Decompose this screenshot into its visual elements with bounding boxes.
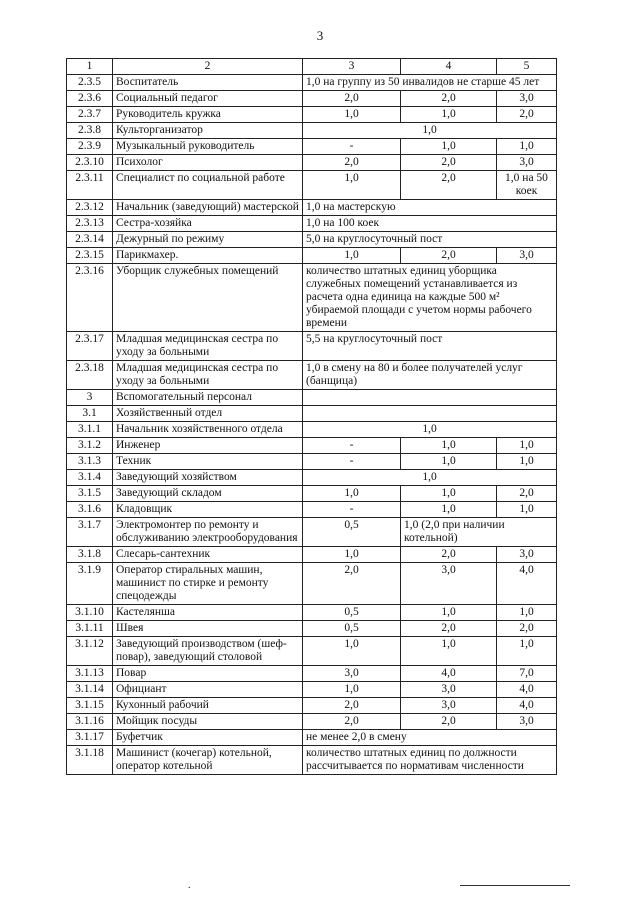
value-col5: 3,0 <box>497 714 557 730</box>
value-col4: 3,0 <box>401 698 497 714</box>
table-row <box>67 232 557 248</box>
value-col5: 1,0 <box>497 139 557 155</box>
norm-text: 1,0 (2,0 при наличии котельной) <box>401 518 557 547</box>
value-col5: 2,0 <box>497 486 557 502</box>
position-name: Слесарь-сантехник <box>113 547 303 563</box>
position-name: Уборщик служебных помещений <box>113 264 303 332</box>
header-cell: 5 <box>497 59 557 75</box>
value-col3: 2,0 <box>303 563 401 605</box>
value-col3: 1,0 <box>303 637 401 666</box>
table-row <box>67 637 557 666</box>
table-row <box>67 502 557 518</box>
row-number: 3.1.6 <box>67 502 113 518</box>
table-row <box>67 730 557 746</box>
row-number: 3.1.8 <box>67 547 113 563</box>
row-number: 2.3.7 <box>67 107 113 123</box>
value-col4: 4,0 <box>401 666 497 682</box>
position-name: Техник <box>113 454 303 470</box>
table-row <box>67 406 557 422</box>
row-number: 3 <box>67 390 113 406</box>
empty-cell <box>303 406 557 422</box>
row-number: 2.3.5 <box>67 75 113 91</box>
row-number: 2.3.6 <box>67 91 113 107</box>
row-number: 3.1.18 <box>67 746 113 775</box>
row-number: 3.1.13 <box>67 666 113 682</box>
table-row <box>67 139 557 155</box>
table-row <box>67 698 557 714</box>
table-row <box>67 746 557 775</box>
header-cell: 4 <box>401 59 497 75</box>
norm-text: количество штатных единиц по должности рассчитывается по нормативам численности <box>303 746 557 775</box>
table-row <box>67 75 557 91</box>
value-col3: 0,5 <box>303 518 401 547</box>
row-number: 3.1 <box>67 406 113 422</box>
value-col3: - <box>303 454 401 470</box>
value-col3: 1,0 <box>303 107 401 123</box>
value-col4: 1,0 <box>401 438 497 454</box>
norm-value: 1,0 <box>303 422 557 438</box>
position-name: Официант <box>113 682 303 698</box>
row-number: 3.1.15 <box>67 698 113 714</box>
footer-line <box>460 885 570 886</box>
value-col5: 1,0 на 50 коек <box>497 171 557 200</box>
table-row <box>67 666 557 682</box>
value-col4: 2,0 <box>401 547 497 563</box>
position-name: Инженер <box>113 438 303 454</box>
row-number: 3.1.2 <box>67 438 113 454</box>
position-name: Культорганизатор <box>113 123 303 139</box>
value-col4: 2,0 <box>401 714 497 730</box>
value-col3: - <box>303 502 401 518</box>
value-col3: 2,0 <box>303 698 401 714</box>
value-col5: 1,0 <box>497 438 557 454</box>
table-row <box>67 547 557 563</box>
value-col3: 0,5 <box>303 605 401 621</box>
position-name: Машинист (кочегар) котельной, оператор котельной <box>113 746 303 775</box>
table-row <box>67 605 557 621</box>
position-name: Дежурный по режиму <box>113 232 303 248</box>
row-number: 2.3.16 <box>67 264 113 332</box>
row-number: 3.1.10 <box>67 605 113 621</box>
value-col3: 2,0 <box>303 91 401 107</box>
value-col5: 2,0 <box>497 621 557 637</box>
row-number: 2.3.14 <box>67 232 113 248</box>
value-col5: 3,0 <box>497 547 557 563</box>
position-name: Электромонтер по ремонту и обслуживанию электрооборудования <box>113 518 303 547</box>
row-number: 3.1.16 <box>67 714 113 730</box>
table-row <box>67 248 557 264</box>
position-name: Парикмахер. <box>113 248 303 264</box>
row-number: 3.1.1 <box>67 422 113 438</box>
position-name: Швея <box>113 621 303 637</box>
position-name: Кухонный рабочий <box>113 698 303 714</box>
value-col3: - <box>303 139 401 155</box>
row-number: 3.1.3 <box>67 454 113 470</box>
value-col3: 1,0 <box>303 248 401 264</box>
value-col5: 3,0 <box>497 91 557 107</box>
table-row <box>67 107 557 123</box>
table-row <box>67 171 557 200</box>
value-col4: 2,0 <box>401 155 497 171</box>
table-row <box>67 563 557 605</box>
value-col3: 2,0 <box>303 714 401 730</box>
table-row <box>67 123 557 139</box>
row-number: 2.3.18 <box>67 361 113 390</box>
table-row <box>67 454 557 470</box>
value-col5: 1,0 <box>497 454 557 470</box>
footer-mark: . <box>188 880 191 891</box>
table-row <box>67 91 557 107</box>
row-number: 2.3.9 <box>67 139 113 155</box>
position-name: Заведующий производством (шеф-повар), заведующий столовой <box>113 637 303 666</box>
row-number: 3.1.7 <box>67 518 113 547</box>
position-name: Музыкальный руководитель <box>113 139 303 155</box>
row-number: 3.1.9 <box>67 563 113 605</box>
norm-text: 1,0 на 100 коек <box>303 216 557 232</box>
norm-text: не менее 2,0 в смену <box>303 730 557 746</box>
position-name: Начальник хозяйственного отдела <box>113 422 303 438</box>
value-col3: 1,0 <box>303 547 401 563</box>
position-name: Воспитатель <box>113 75 303 91</box>
value-col4: 1,0 <box>401 139 497 155</box>
value-col4: 1,0 <box>401 502 497 518</box>
position-name: Младшая медицинская сестра по уходу за больными <box>113 332 303 361</box>
empty-cell <box>303 390 557 406</box>
position-name: Кладовщик <box>113 502 303 518</box>
table-row <box>67 264 557 332</box>
value-col4: 3,0 <box>401 563 497 605</box>
value-col5: 1,0 <box>497 605 557 621</box>
value-col5: 3,0 <box>497 248 557 264</box>
value-col4: 1,0 <box>401 486 497 502</box>
position-name: Заведующий хозяйством <box>113 470 303 486</box>
value-col5: 4,0 <box>497 563 557 605</box>
table-row <box>67 216 557 232</box>
table-row <box>67 518 557 547</box>
norm-text: 5,0 на круглосуточный пост <box>303 232 557 248</box>
row-number: 3.1.5 <box>67 486 113 502</box>
table-row <box>67 486 557 502</box>
table-row <box>67 155 557 171</box>
value-col5: 3,0 <box>497 155 557 171</box>
value-col5: 2,0 <box>497 107 557 123</box>
table-row <box>67 361 557 390</box>
value-col3: 0,5 <box>303 621 401 637</box>
value-col4: 1,0 <box>401 107 497 123</box>
value-col4: 2,0 <box>401 248 497 264</box>
table-header-row <box>67 59 557 75</box>
header-cell: 2 <box>113 59 303 75</box>
position-name: Руководитель кружка <box>113 107 303 123</box>
table-row <box>67 438 557 454</box>
row-number: 2.3.13 <box>67 216 113 232</box>
value-col4: 2,0 <box>401 171 497 200</box>
value-col3: - <box>303 438 401 454</box>
value-col4: 2,0 <box>401 621 497 637</box>
row-number: 3.1.4 <box>67 470 113 486</box>
position-name: Кастелянша <box>113 605 303 621</box>
norm-text: 1,0 на группу из 50 инвалидов не старше 45 лет <box>303 75 557 91</box>
header-cell: 3 <box>303 59 401 75</box>
row-number: 3.1.17 <box>67 730 113 746</box>
position-name: Буфетчик <box>113 730 303 746</box>
value-col5: 4,0 <box>497 698 557 714</box>
value-col3: 1,0 <box>303 682 401 698</box>
value-col3: 1,0 <box>303 171 401 200</box>
position-name: Социальный педагог <box>113 91 303 107</box>
row-number: 2.3.17 <box>67 332 113 361</box>
row-number: 2.3.10 <box>67 155 113 171</box>
position-name: Хозяйственный отдел <box>113 406 303 422</box>
value-col3: 3,0 <box>303 666 401 682</box>
position-name: Оператор стиральных машин, машинист по стирке и ремонту спецодежды <box>113 563 303 605</box>
value-col3: 1,0 <box>303 486 401 502</box>
position-name: Младшая медицинская сестра по уходу за больными <box>113 361 303 390</box>
table-row <box>67 332 557 361</box>
value-col4: 1,0 <box>401 605 497 621</box>
norm-text: 1,0 на мастерскую <box>303 200 557 216</box>
position-name: Сестра-хозяйка <box>113 216 303 232</box>
value-col5: 1,0 <box>497 502 557 518</box>
value-col5: 7,0 <box>497 666 557 682</box>
value-col4: 1,0 <box>401 454 497 470</box>
value-col5: 1,0 <box>497 637 557 666</box>
staffing-table <box>66 58 557 775</box>
position-name: Повар <box>113 666 303 682</box>
norm-text: количество штатных единиц уборщика служебных помещений устанавливается из расчета одна единица на каждые 500 м² убираемой площади с учетом нормы рабочего времени <box>303 264 557 332</box>
position-name: Заведующий складом <box>113 486 303 502</box>
norm-value: 1,0 <box>303 470 557 486</box>
row-number: 3.1.14 <box>67 682 113 698</box>
position-name: Вспомогательный персонал <box>113 390 303 406</box>
table-row <box>67 714 557 730</box>
position-name: Психолог <box>113 155 303 171</box>
table-row <box>67 390 557 406</box>
value-col5: 4,0 <box>497 682 557 698</box>
table-row <box>67 422 557 438</box>
row-number: 2.3.12 <box>67 200 113 216</box>
value-col4: 2,0 <box>401 91 497 107</box>
table-row <box>67 200 557 216</box>
table-row <box>67 470 557 486</box>
row-number: 3.1.11 <box>67 621 113 637</box>
position-name: Начальник (заведующий) мастерской <box>113 200 303 216</box>
value-col4: 1,0 <box>401 637 497 666</box>
norm-value: 1,0 <box>303 123 557 139</box>
table-row <box>67 682 557 698</box>
page-number: 3 <box>316 28 324 43</box>
position-name: Мойщик посуды <box>113 714 303 730</box>
value-col3: 2,0 <box>303 155 401 171</box>
position-name: Специалист по социальной работе <box>113 171 303 200</box>
row-number: 2.3.11 <box>67 171 113 200</box>
header-cell: 1 <box>67 59 113 75</box>
norm-text: 5,5 на круглосуточный пост <box>303 332 557 361</box>
value-col4: 3,0 <box>401 682 497 698</box>
row-number: 2.3.8 <box>67 123 113 139</box>
norm-text: 1,0 в смену на 80 и более получателей услуг (банщица) <box>303 361 557 390</box>
table-row <box>67 621 557 637</box>
row-number: 2.3.15 <box>67 248 113 264</box>
row-number: 3.1.12 <box>67 637 113 666</box>
